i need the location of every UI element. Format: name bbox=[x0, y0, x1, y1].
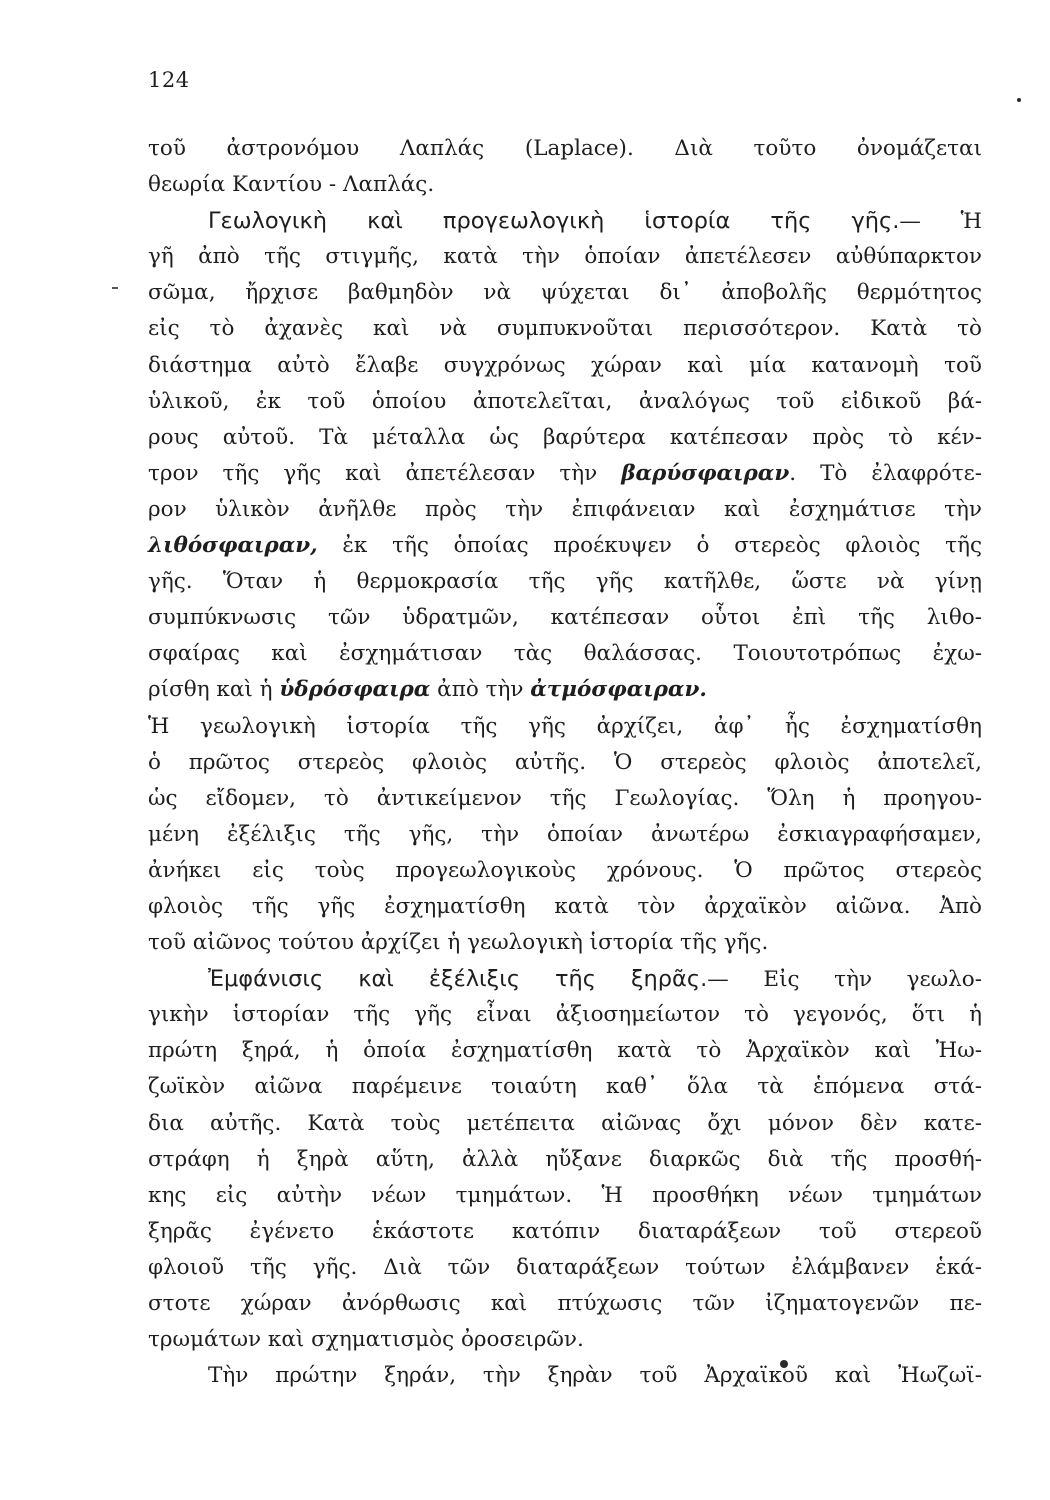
text-line bbox=[148, 600, 982, 636]
text-segment: ρους αὐτοῦ. Τὰ μέταλλα ὡς βαρύτερα κατέπεσαν πρὸς τὸ κέν- bbox=[148, 424, 982, 450]
text-line bbox=[148, 1250, 982, 1286]
text-segment: γικὴν ἱστορίαν τῆς γῆς εἶναι ἀξιοσημείωτον τὸ γεγονός, ὅτι ἡ bbox=[148, 1002, 982, 1028]
text-line bbox=[148, 456, 982, 492]
text-segment: — Εἰς τὴν γεωλο- bbox=[707, 967, 983, 993]
text-line bbox=[148, 1106, 982, 1142]
text-line bbox=[148, 781, 982, 817]
text-line bbox=[148, 275, 982, 311]
text-line bbox=[148, 384, 982, 420]
text-segment: γῆ ἀπὸ τῆς στιγμῆς, κατὰ τὴν ὁποίαν ἀπετέλεσεν αὐθύπαρκτον bbox=[148, 244, 982, 270]
text-segment: Ἡ γεωλογικὴ ἱστορία τῆς γῆς ἀρχίζει, ἀφ᾽ ἧς ἐσχηματίσθη bbox=[148, 713, 982, 739]
margin-mark bbox=[112, 287, 118, 289]
text-segment: ζωϊκὸν αἰῶνα παρέμεινε τοιαύτη καθ᾽ ὅλα τὰ ἑπόμενα στά- bbox=[148, 1074, 982, 1100]
text-segment: στράφη ἡ ξηρὰ αὕτη, ἀλλὰ ηὔξανε διαρκῶς διὰ τῆς προσθή- bbox=[148, 1146, 982, 1172]
text-line bbox=[148, 420, 982, 456]
text-line bbox=[148, 348, 982, 384]
emphasized-term: ἀτμόσφαιραν. bbox=[530, 677, 707, 703]
text-line bbox=[148, 311, 982, 347]
section-heading: Γεωλογικὴ καὶ προγεωλογικὴ ἱστορία τῆς γῆς. bbox=[208, 208, 900, 235]
text-line bbox=[148, 1322, 982, 1358]
margin-dot bbox=[1017, 98, 1021, 102]
text-line bbox=[148, 636, 982, 672]
text-line bbox=[148, 709, 982, 745]
text-line bbox=[148, 1358, 982, 1394]
text-segment: γῆς. Ὅταν ἡ θερμοκρασία τῆς γῆς κατῆλθε, ὥστε νὰ γίνῃ bbox=[148, 569, 982, 595]
text-line bbox=[148, 528, 982, 564]
emphasized-term: λιθόσφαιραν, bbox=[148, 533, 318, 559]
text-line bbox=[148, 1142, 982, 1178]
text-segment: ἀπὸ τὴν bbox=[430, 677, 531, 703]
text-line bbox=[148, 889, 982, 925]
text-segment: φλοιὸς τῆς γῆς ἐσχηματίσθη κατὰ τὸν ἀρχαϊκὸν αἰῶνα. Ἀπὸ bbox=[148, 893, 982, 919]
emphasized-term: βαρύσφαιραν bbox=[621, 460, 790, 486]
text-segment: πρώτη ξηρά, ἡ ὁποία ἐσχηματίσθη κατὰ τὸ Ἀρχαϊκὸν καὶ Ἠω- bbox=[148, 1038, 982, 1064]
text-segment: διάστημα αὐτὸ ἔλαβε συγχρόνως χώραν καὶ μία κατανομὴ τοῦ bbox=[148, 352, 982, 378]
text-segment: τρωμάτων καὶ σχηματισμὸς ὀροσειρῶν. bbox=[148, 1327, 584, 1353]
text-line bbox=[148, 564, 982, 600]
text-segment: τρον τῆς γῆς καὶ ἀπετέλεσαν τὴν bbox=[148, 460, 622, 486]
text-segment: ἀνήκει εἰς τοὺς προγεωλογικοὺς χρόνους. Ὁ πρῶτος στερεὸς bbox=[148, 857, 982, 883]
text-line bbox=[148, 239, 982, 275]
text-line bbox=[148, 961, 982, 997]
text-segment: φλοιοῦ τῆς γῆς. Διὰ τῶν διαταράξεων τούτων ἐλάμβανεν ἑκά- bbox=[148, 1254, 982, 1280]
text-segment: εἰς τὸ ἀχανὲς καὶ νὰ συμπυκνοῦται περισσότερον. Κατὰ τὸ bbox=[148, 316, 982, 342]
text-line bbox=[148, 492, 982, 528]
text-line bbox=[148, 745, 982, 781]
text-segment: . Τὸ ἐλαφρότε- bbox=[789, 460, 982, 486]
body-text bbox=[148, 131, 982, 1394]
text-line bbox=[148, 131, 982, 167]
text-segment: τοῦ ἀστρονόμου Λαπλάς (Laplace). Διὰ τοῦτο ὀνομάζεται bbox=[148, 136, 982, 161]
text-line bbox=[148, 1214, 982, 1250]
text-segment: ὡς εἴδομεν, τὸ ἀντικείμενον τῆς Γεωλογίας. Ὅλη ἡ προηγου- bbox=[148, 785, 982, 811]
text-line bbox=[148, 167, 982, 203]
text-segment: δια αὐτῆς. Κατὰ τοὺς μετέπειτα αἰῶνας ὄχι μόνον δὲν κατε- bbox=[148, 1110, 982, 1136]
text-segment: Τὴν πρώτην ξηράν, τὴν ξηρὰν τοῦ Ἀρχαϊκοῦ καὶ Ἠωζωϊ- bbox=[208, 1363, 982, 1389]
page-number: 124 bbox=[148, 68, 190, 92]
text-line bbox=[148, 203, 982, 239]
text-segment: — Ἡ bbox=[899, 209, 983, 235]
emphasized-term: ὑδρόσφαιρα bbox=[279, 677, 431, 703]
text-segment: κης εἰς αὐτὴν νέων τμημάτων. Ἡ προσθήκη νέων τμημάτων bbox=[148, 1182, 982, 1208]
text-segment: ρίσθη καὶ ἡ bbox=[148, 677, 280, 703]
text-line bbox=[148, 1033, 982, 1069]
text-segment: ρον ὑλικὸν ἀνῆλθε πρὸς τὴν ἐπιφάνειαν καὶ ἐσχημάτισε τὴν bbox=[148, 496, 982, 522]
text-segment: ὑλικοῦ, ἐκ τοῦ ὁποίου ἀποτελεῖται, ἀναλόγως τοῦ εἰδικοῦ βά- bbox=[148, 388, 982, 414]
text-line bbox=[148, 1178, 982, 1214]
text-segment: ξηρᾶς ἐγένετο ἑκάστοτε κατόπιν διαταράξεων τοῦ στερεοῦ bbox=[148, 1218, 982, 1244]
text-segment: ἐκ τῆς ὁποίας προέκυψεν ὁ στερεὸς φλοιὸς τῆς bbox=[317, 533, 982, 559]
text-line bbox=[148, 817, 982, 853]
text-segment: σφαίρας καὶ ἐσχημάτισαν τὰς θαλάσσας. Τοιουτοτρόπως ἐχω- bbox=[148, 641, 982, 667]
section-heading: Ἐμφάνισις καὶ ἐξέλιξις τῆς ξηρᾶς. bbox=[208, 966, 708, 993]
text-line bbox=[148, 853, 982, 889]
text-line bbox=[148, 925, 982, 961]
text-segment: ὁ πρῶτος στερεὸς φλοιὸς αὐτῆς. Ὁ στερεὸς φλοιὸς ἀποτελεῖ, bbox=[148, 749, 982, 775]
text-line bbox=[148, 997, 982, 1033]
text-segment: στοτε χώραν ἀνόρθωσις καὶ πτύχωσις τῶν ἰζηματογενῶν πε- bbox=[148, 1291, 982, 1316]
text-line bbox=[148, 1286, 982, 1322]
text-line bbox=[148, 1069, 982, 1105]
text-segment: τοῦ αἰῶνος τούτου ἀρχίζει ἡ γεωλογικὴ ἱστορία τῆς γῆς. bbox=[148, 930, 769, 956]
text-segment: συμπύκνωσις τῶν ὑδρατμῶν, κατέπεσαν οὗτοι ἐπὶ τῆς λιθο- bbox=[148, 605, 982, 631]
text-segment: σῶμα, ἤρχισε βαθμηδὸν νὰ ψύχεται δι᾽ ἀποβολῆς θερμότητος bbox=[148, 280, 982, 306]
text-segment: θεωρία Καντίου - Λαπλάς. bbox=[148, 172, 435, 198]
text-segment: μένη ἐξέλιξις τῆς γῆς, τὴν ὁποίαν ἀνωτέρω ἐσκιαγραφήσαμεν, bbox=[148, 821, 982, 847]
text-line bbox=[148, 672, 982, 708]
